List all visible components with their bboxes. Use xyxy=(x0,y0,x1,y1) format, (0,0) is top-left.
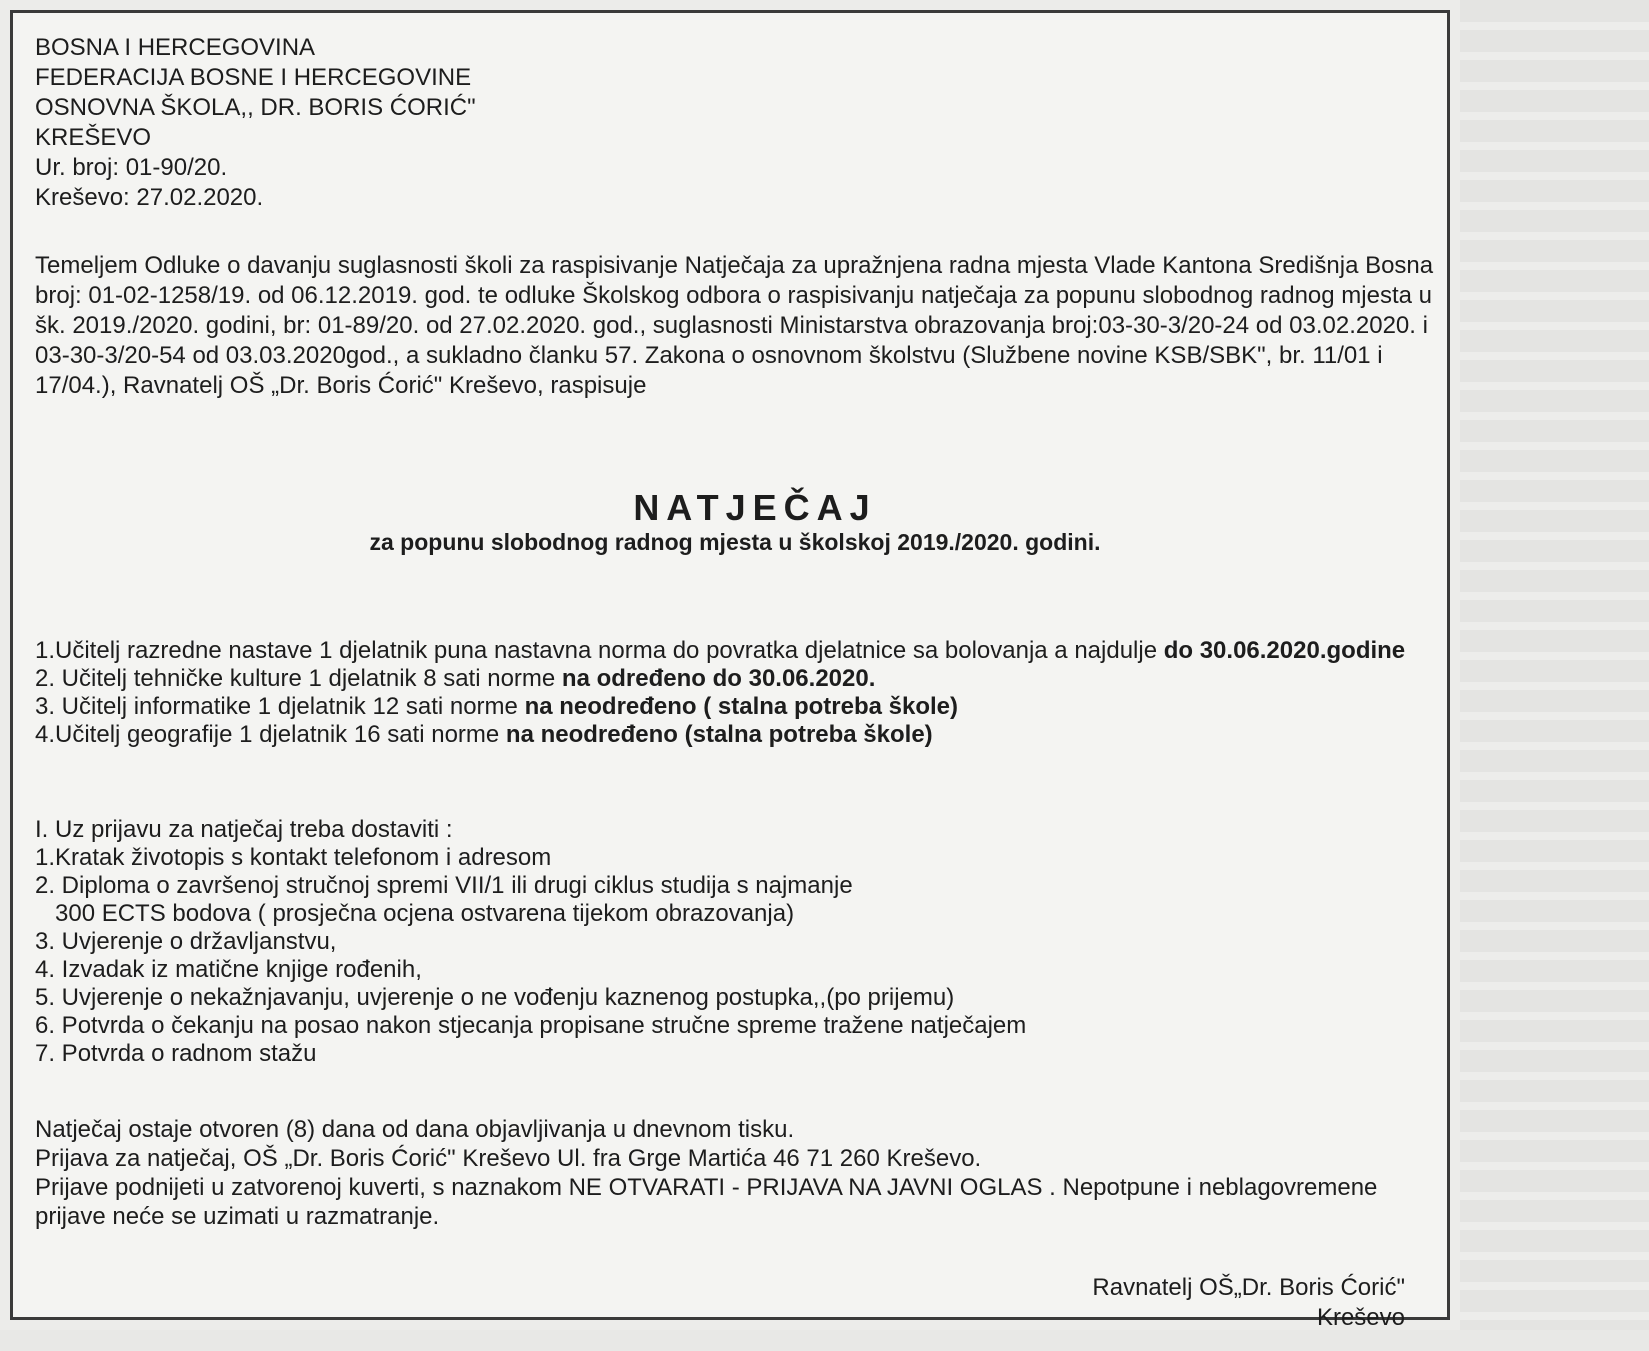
document-item: 7. Potvrda o radnom stažu xyxy=(35,1040,317,1067)
intro-paragraph: Temeljem Odluke o davanju suglasnosti školi za raspisivanje Natječaja za upražnjena radna mjesta Vlade Kantona Središnja Bosna broj: 01-02-1258/19. od 06.12.2019. god. te odluke Školskog odbora o raspisivanju natječaja za popunu slobodnog radnog mjesta u šk. 2019./2020. godini, br: 01-89/20. od 27.02.2020. god., suglasnosti Ministarstva obrazovanja broj:03-30-3/20-24 od 03.02.2020. i 03-30-3/20-54 od 03.03.2020god., a sukladno članku 57. Zakona o osnovnom školstvu (Službene novine KSB/SBK", br. 11/01 i 17/04.), Ravnatelj OŠ „Dr. Boris Ćorić" Kreševo, raspisuje xyxy=(35,252,1434,399)
position-item: 2. Učitelj tehničke kulture 1 djelatnik 8 sati norme na određeno do 30.06.2020. xyxy=(35,665,876,692)
header-town: KREŠEVO xyxy=(35,124,152,151)
notice-frame xyxy=(10,10,1450,1331)
signature-block xyxy=(1092,1273,1405,1333)
documents-heading: I. Uz prijavu za natječaj treba dostaviti : xyxy=(35,816,453,843)
notice-body xyxy=(35,33,1435,1331)
document-item: 4. Izvadak iz matične knjige rođenih, xyxy=(35,956,422,983)
notice-title-block xyxy=(35,488,1435,556)
closing-line: Natječaj ostaje otvoren (8) dana od dana objavljivanja u dnevnom tisku. xyxy=(35,1116,795,1143)
document-item: 5. Uvjerenje o nekažnjavanju, uvjerenje o ne vođenju kaznenog postupka,,(po prijemu) xyxy=(35,984,955,1011)
closing-line: Prijava za natječaj, OŠ „Dr. Boris Ćorić" Kreševo Ul. fra Grge Martića 46 71 260 Kreševo. xyxy=(35,1145,982,1172)
document-item: 300 ECTS bodova ( prosječna ocjena ostvarena tijekom obrazovanja) xyxy=(55,900,795,927)
position-item: 1.Učitelj razredne nastave 1 djelatnik puna nastavna norma do povratka djelatnice sa bolovanja a najdulje do 30.06.2020.godine xyxy=(35,637,1406,664)
header-federation: FEDERACIJA BOSNE I HERCEGOVINE xyxy=(35,64,472,91)
signature-town: Kreševo xyxy=(1316,1304,1405,1331)
document-item: 2. Diploma o završenoj stručnoj spremi VII/1 ili drugi ciklus studija s najmanje xyxy=(35,872,853,899)
notice-subtitle: za popunu slobodnog radnog mjesta u školskoj 2019./2020. godini. xyxy=(369,529,1101,555)
position-item: 3. Učitelj informatike 1 djelatnik 12 sati norme na neodređeno ( stalna potreba škole) xyxy=(35,693,958,720)
required-documents xyxy=(35,816,1435,1068)
header-date: Kreševo: 27.02.2020. xyxy=(35,184,264,211)
closing-line: Prijave podnijeti u zatvorenoj kuverti, s naznakom NE OTVARATI - PRIJAVA NA JAVNI OGLAS . Nepotpune i neblagovremene prijave neće se uzimati u razmatranje. xyxy=(35,1174,1378,1230)
header-school: OSNOVNA ŠKOLA,, DR. BORIS ĆORIĆ" xyxy=(35,94,476,121)
positions-list xyxy=(35,637,1435,749)
document-item: 1.Kratak životopis s kontakt telefonom i adresom xyxy=(35,844,552,871)
closing-paragraph xyxy=(35,1115,1435,1231)
header-country: BOSNA I HERCEGOVINA xyxy=(35,34,316,61)
notice-title: NATJEČAJ xyxy=(633,487,877,528)
page-bleed-through xyxy=(1460,0,1649,1351)
position-item: 4.Učitelj geografije 1 djelatnik 16 sati norme na neodređeno (stalna potreba škole) xyxy=(35,721,933,748)
header-reference-number: Ur. broj: 01-90/20. xyxy=(35,154,228,181)
signature-title: Ravnatelj OŠ„Dr. Boris Ćorić" xyxy=(1092,1274,1405,1301)
document-item: 3. Uvjerenje o državljanstvu, xyxy=(35,928,337,955)
page-bottom-margin xyxy=(0,1330,1649,1351)
document-item: 6. Potvrda o čekanju na posao nakon stjecanja propisane stručne spreme tražene natječajem xyxy=(35,1012,1027,1039)
institution-header xyxy=(35,33,1435,213)
